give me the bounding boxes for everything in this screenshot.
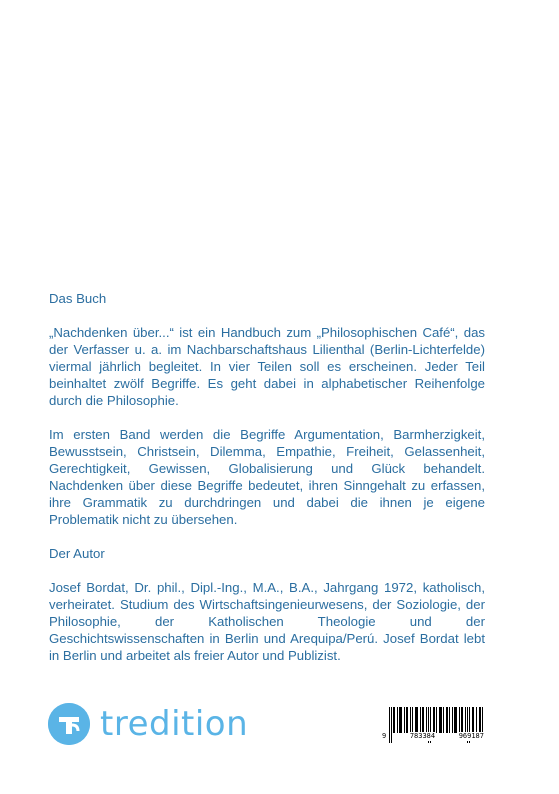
author-heading: Der Autor [49,546,105,561]
book-paragraph-2: Im ersten Band werden die Begriffe Argumentation, Barmherzigkeit, Bewusstsein, Christsein, Dilemma, Empathie, Freiheit, Gelassenheit, Gerechtigkeit, Gewissen, Globalisierung und Glück behandelt. Nachdenken über diese Begriffe bedeutet, ihren Sinngehalt zu erfassen, ihre Grammatik zu durchdringen und dabei die ihnen je eigene Problematik nicht zu übersehen. [49,427,485,527]
isbn-digit-prefix: 9 [382,732,387,740]
author-paragraph: Josef Bordat, Dr. phil., Dipl.-Ing., M.A., B.A., Jahrgang 1972, katholisch, verheiratet. Studium des Wirtschaftsingenieurwesens, der Soziologie, der Philosophie, der Katholischen Theologie und der Geschichtswissenschaften in Berlin und Arequipa/Perú. Josef Bordat lebt in Berlin und arbeitet als freier Autor und Publizist. [49,580,485,663]
book-heading: Das Buch [49,291,107,306]
isbn-digit-group-2: 969187 [458,732,484,740]
tredition-logo-icon [48,703,90,745]
publisher-logo [48,703,248,745]
publisher-name: tredition [100,704,249,744]
back-cover-text [49,290,485,681]
isbn-digit-group-1: 783384 [409,732,436,740]
isbn-digits [381,732,485,741]
book-paragraph-1: „Nachdenken über...“ ist ein Handbuch zum „Philosophischen Café“, das der Verfasser u. a. im Nachbarschaftshaus Lilienthal (Berlin-Lichterfelde) viermal jährlich begleitet. In vier Teilen soll es erscheinen. Jeder Teil beinhaltet zwölf Begriffe. Es geht dabei in alphabetischer Reihenfolge durch die Philosophie. [49,325,485,408]
